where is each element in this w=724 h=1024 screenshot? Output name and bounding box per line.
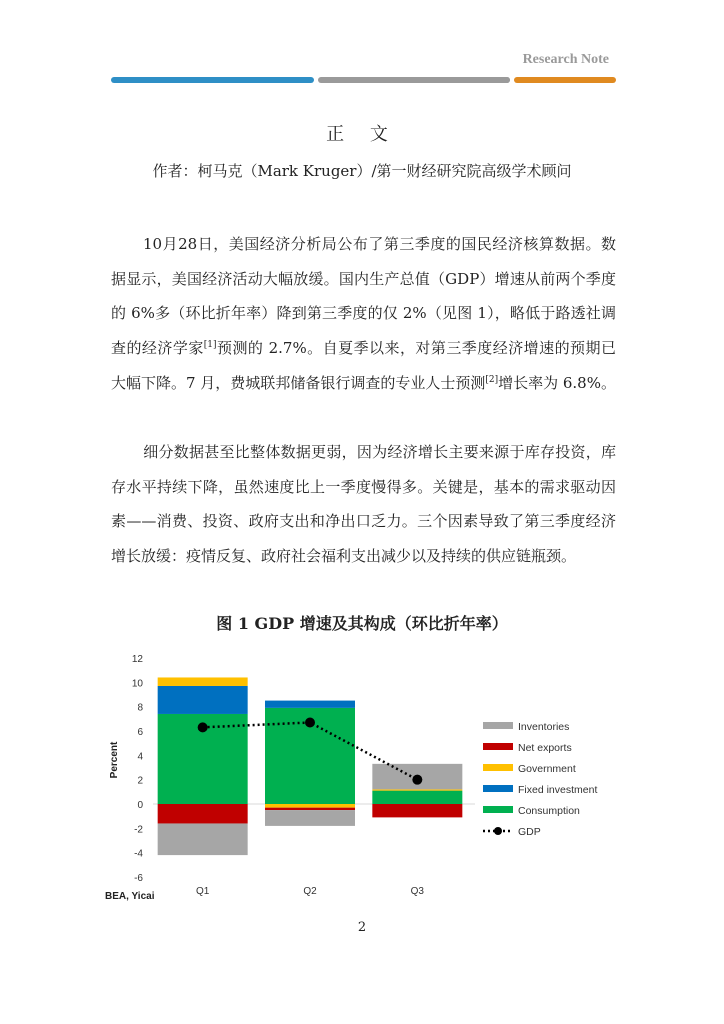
footnote-ref-2[interactable]: [2]: [485, 374, 499, 385]
bar-government-q3: [372, 789, 462, 790]
y-tick-label: -4: [134, 848, 143, 860]
bar-net-exports-q2: [265, 808, 355, 810]
svg-text:GDP: GDP: [518, 826, 541, 838]
chart-source: BEA, Yicai: [105, 891, 155, 902]
paragraph-1-part-a: 10月28日，美国经济分析局公布了第三季度的国民经济核算数据。数据显示，美国经济活动大幅放缓。国内生产总值（GDP）增速从前两个季度的 6%多（环比折年率）降到第三季度的仅 2%（见图 1），略低于路透社调查的经济学家: [111, 235, 616, 358]
bar-government-q1: [158, 677, 248, 686]
legend-item-government: [483, 763, 576, 775]
bar-inventories-q1: [158, 823, 248, 855]
x-tick-label: Q1: [195, 886, 210, 897]
y-tick-label: 6: [137, 727, 143, 738]
x-tick-label: Q3: [410, 886, 425, 897]
svg-text:Fixed investment: Fixed investment: [518, 784, 598, 796]
paragraph-2: [111, 435, 616, 574]
author-line: 作者：柯马克（Mark Kruger）/第一财经研究院高级学术顾问: [152, 162, 572, 180]
footnote-ref-1[interactable]: [1]: [203, 340, 217, 351]
svg-text:Net exports: Net exports: [518, 742, 572, 754]
header-bar-orange: [514, 77, 616, 83]
legend-item-consumption: [483, 805, 580, 817]
gdp-point: [305, 717, 315, 727]
header-bar-blue: [111, 77, 314, 83]
y-tick-label: 0: [137, 800, 143, 811]
bar-net-exports-q3: [372, 804, 462, 817]
gdp-point: [412, 775, 422, 785]
bar-fixed-investment-q2: [265, 701, 355, 708]
bar-fixed-investment-q1: [158, 686, 248, 714]
x-tick-label: Q2: [303, 886, 317, 897]
gdp-chart: [105, 648, 625, 906]
svg-text:Government: Government: [518, 763, 576, 775]
page-number: 2: [357, 920, 367, 935]
bar-government-q2: [265, 804, 355, 808]
y-axis-label: Percent: [109, 741, 120, 779]
y-tick-label: 2: [137, 775, 143, 787]
header-bar-gray-2: [412, 77, 510, 83]
bar-inventories-q2: [265, 810, 355, 826]
bar-consumption-q3: [372, 791, 462, 804]
y-tick-label: 10: [131, 678, 143, 690]
y-tick-label: -6: [134, 873, 143, 884]
gdp-point: [198, 722, 208, 732]
section-title: 正 文: [326, 124, 398, 145]
header-note: Research Note: [522, 52, 609, 67]
svg-text:Consumption: Consumption: [518, 805, 580, 817]
legend-item-gdp: [483, 826, 541, 838]
svg-text:Inventories: Inventories: [518, 721, 570, 733]
y-tick-label: 4: [137, 751, 143, 763]
legend-item-net-exports: [483, 742, 572, 754]
figure-title: 图 1 GDP 增速及其构成（环比折年率）: [216, 614, 508, 633]
bar-net-exports-q1: [158, 804, 248, 823]
y-tick-label: 8: [137, 702, 143, 714]
legend-item-inventories: [483, 721, 569, 733]
paragraph-1-part-b: 预测的 2.7%。自夏季以来，对第三季度经济增速的预期已大幅下降。7 月，费城联邦储备银行调查的专业人士预测: [111, 339, 616, 392]
y-tick-label: 12: [131, 654, 143, 665]
y-tick-label: -2: [134, 824, 143, 836]
legend-item-fixed-investment: [483, 784, 597, 796]
paragraph-2-text: 细分数据甚至比整体数据更弱，因为经济增长主要来源于库存投资，库存水平持续下降，虽然速度比上一季度慢得多。关键是，基本的需求驱动因素——消费、投资、政府支出和净出口乏力。三个因素导致了第三季度经济增长放缓：疫情反复、政府社会福利支出减少以及持续的供应链瓶颈。: [111, 443, 616, 566]
paragraph-1-part-c: 增长率为 6.8%。: [498, 373, 616, 392]
paragraph-1: [111, 227, 616, 401]
